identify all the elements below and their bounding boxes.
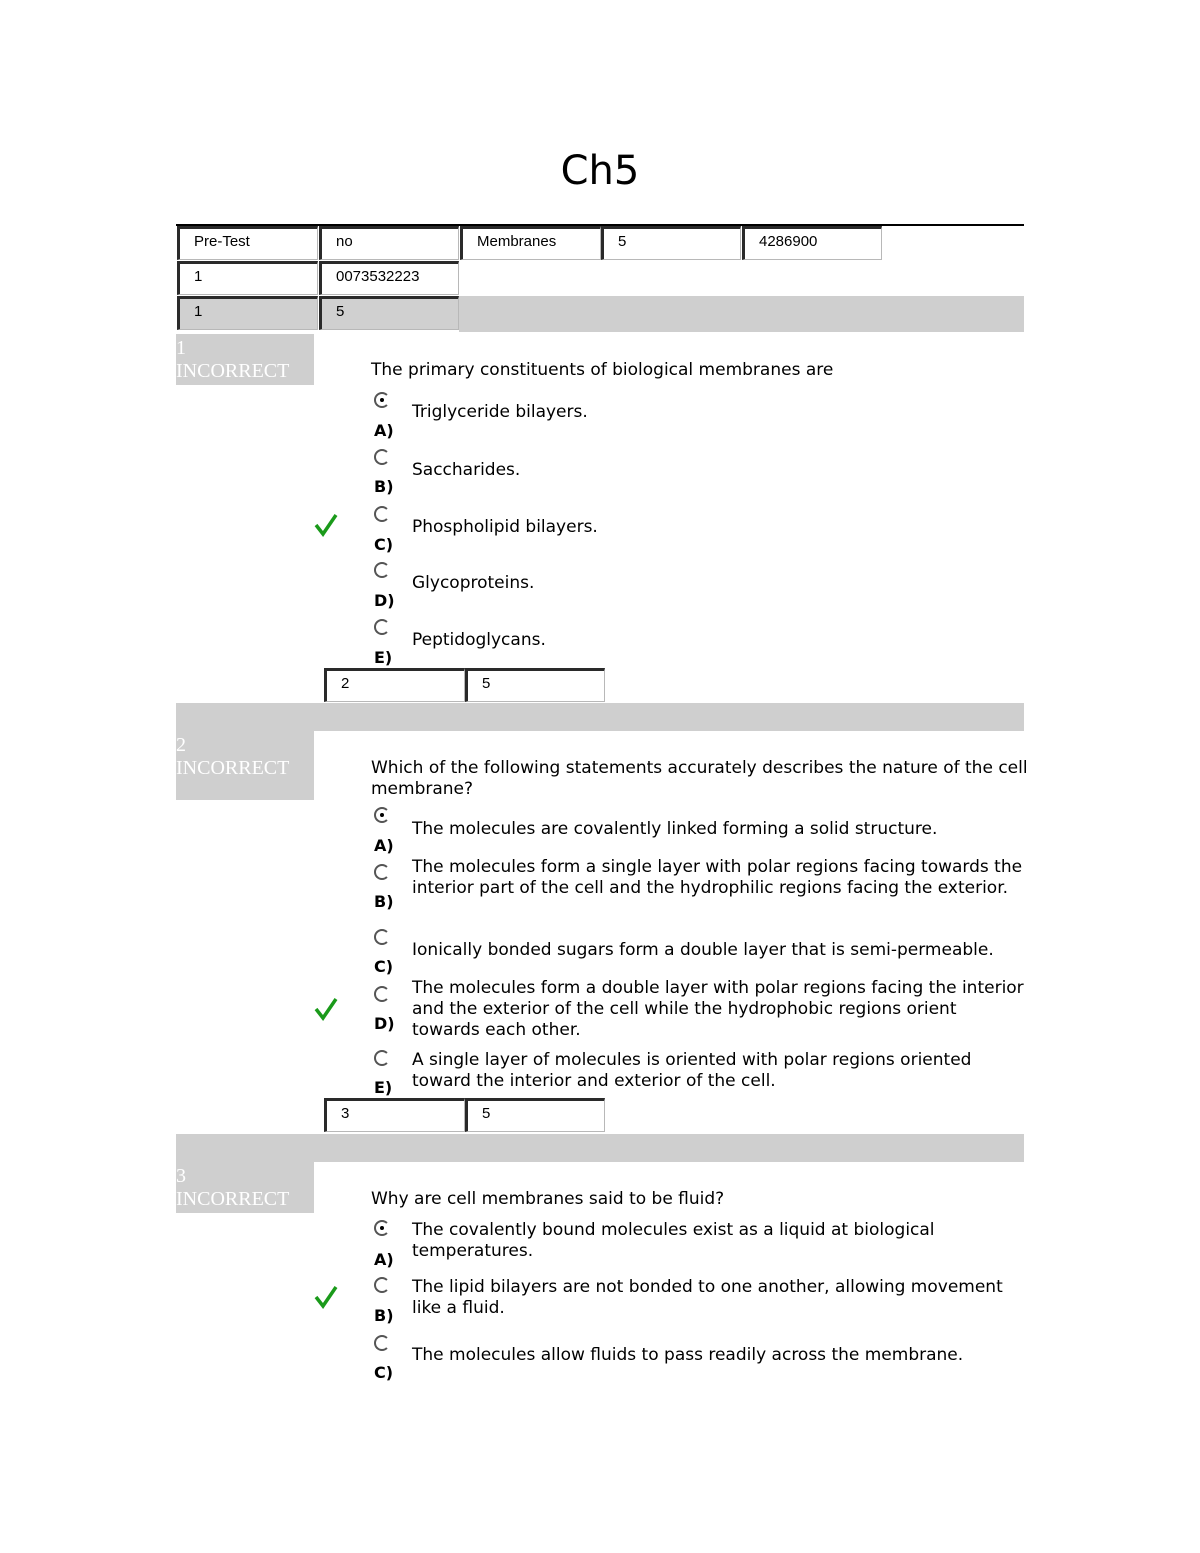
option-a-letter: A) (374, 421, 394, 440)
test-type-cell: Pre-Test (177, 226, 318, 260)
option-c-text: The molecules allow fluids to pass readily across the membrane. (412, 1345, 964, 1365)
q2-footer-cell-a: 3 (324, 1098, 465, 1132)
option-a-radio[interactable] (374, 392, 390, 408)
topic-cell: Membranes (460, 226, 601, 260)
option-b-radio[interactable] (374, 449, 390, 465)
question-3-label (176, 1162, 314, 1213)
option-d-letter: D) (374, 1014, 395, 1033)
option-e-letter: E) (374, 648, 393, 667)
option-d-radio[interactable] (374, 562, 390, 578)
option-b-radio[interactable] (374, 864, 390, 880)
q3-gray-band (176, 1134, 1024, 1162)
question-status: INCORRECT (176, 1188, 290, 1210)
option-a-text: The covalently bound molecules exist as a liquid at biological temperatures. (412, 1220, 935, 1261)
option-d-radio[interactable] (374, 986, 390, 1002)
question-status: INCORRECT (176, 757, 290, 779)
option-e-text: Peptidoglycans. (412, 630, 546, 650)
option-d-letter: D) (374, 591, 395, 610)
q1-footer-cell-b: 5 (465, 668, 605, 702)
option-c-letter: C) (374, 535, 394, 554)
option-e-text: A single layer of molecules is oriented with polar regions oriented toward the interior and exterior of the cell. (412, 1050, 972, 1091)
checkmark-icon (314, 1285, 338, 1309)
option-c-radio[interactable] (374, 1335, 390, 1351)
row3-cell-a: 1 (177, 296, 318, 330)
question-1-text: The primary constituents of biological membranes are (371, 360, 834, 380)
option-a-letter: A) (374, 1250, 394, 1269)
option-c-letter: C) (374, 1363, 394, 1382)
option-b-text: The lipid bilayers are not bonded to one another, allowing movement like a fluid. (412, 1277, 1003, 1318)
option-a-text: Triglyceride bilayers. (412, 402, 588, 422)
checkmark-icon (314, 513, 338, 537)
option-c-letter: C) (374, 957, 394, 976)
q2-gray-band (176, 703, 1024, 731)
option-b-text: The molecules form a single layer with polar regions facing towards the interior part of the cell and the hydrophilic regions facing the exterior. (412, 857, 1023, 898)
question-1-label (176, 334, 314, 385)
q2-footer-cell-b: 5 (465, 1098, 605, 1132)
option-d-text: The molecules form a double layer with polar regions facing the interior and the exterior of the cell while the hydrophobic regions orient towards each other. (412, 978, 1024, 1040)
q1-footer-cell-a: 2 (324, 668, 465, 702)
option-c-radio[interactable] (374, 929, 390, 945)
option-b-letter: B) (374, 1306, 394, 1325)
question-number: 3 (176, 1165, 186, 1187)
flag-cell: no (319, 226, 459, 260)
option-b-letter: B) (374, 892, 394, 911)
option-b-letter: B) (374, 477, 394, 496)
question-2-text: Which of the following statements accurately describes the nature of the cell membrane? (371, 758, 1028, 799)
question-status: INCORRECT (176, 360, 290, 382)
chapter-cell: 5 (601, 226, 741, 260)
row3-cell-b: 5 (319, 296, 459, 330)
option-a-radio[interactable] (374, 1220, 390, 1236)
question-3-text: Why are cell membranes said to be fluid? (371, 1189, 725, 1209)
question-2-label (176, 731, 314, 800)
isbn-cell: 0073532223 (319, 261, 459, 295)
option-a-radio[interactable] (374, 807, 390, 823)
option-e-radio[interactable] (374, 619, 390, 635)
option-b-radio[interactable] (374, 1277, 390, 1293)
option-c-radio[interactable] (374, 506, 390, 522)
checkmark-icon (314, 997, 338, 1021)
option-a-text: The molecules are covalently linked forming a solid structure. (412, 819, 938, 839)
option-b-text: Saccharides. (412, 460, 521, 480)
header-gray-band (459, 296, 1024, 332)
id-cell: 4286900 (742, 226, 882, 260)
row2-cell-a: 1 (177, 261, 318, 295)
option-c-text: Phospholipid bilayers. (412, 517, 598, 537)
option-e-letter: E) (374, 1078, 393, 1097)
option-a-letter: A) (374, 836, 394, 855)
page-title: Ch5 (560, 148, 640, 194)
option-e-radio[interactable] (374, 1050, 390, 1066)
question-number: 2 (176, 734, 186, 756)
question-number: 1 (176, 337, 186, 359)
option-c-text: Ionically bonded sugars form a double layer that is semi-permeable. (412, 940, 994, 960)
option-d-text: Glycoproteins. (412, 573, 535, 593)
